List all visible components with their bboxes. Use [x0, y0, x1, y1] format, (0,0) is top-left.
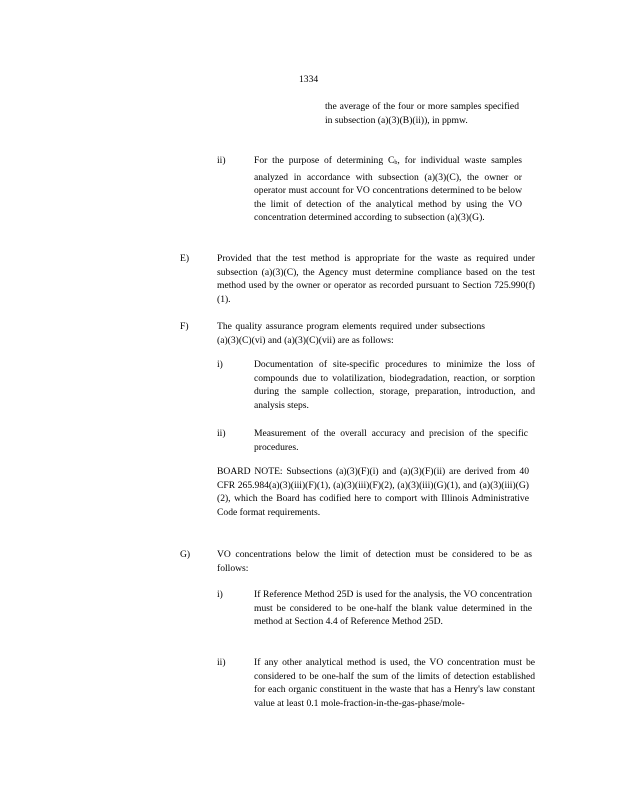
- item-label-e: E): [180, 253, 190, 264]
- item-g-ii-paragraph: [254, 656, 535, 710]
- continuation-text: the average of the four or more samples specified in subsection (a)(3)(B)(ii)), in ppmw.: [325, 101, 519, 126]
- item-label-f-ii: ii): [217, 428, 226, 439]
- item-ii-text-b: , for individual waste samples analyzed in accordance with subsection (a)(3)(C), the owner or operator must account for VO concentrations determined to be below the limit of detection of the analytical method by using the VO concentration determined according to subsection (a)(3)(G).: [254, 155, 522, 224]
- item-ii-text: [254, 154, 522, 225]
- item-label: ii): [217, 155, 226, 166]
- item-g-i-paragraph: [254, 588, 532, 629]
- item-label-g-i: i): [217, 589, 223, 600]
- board-note: [217, 465, 529, 519]
- item-label-f: F): [180, 321, 189, 332]
- item-e-paragraph: [217, 252, 535, 306]
- item-f-text: The quality assurance program elements required under subsections (a)(3)(C)(vi) and (a)(3)(C)(vii) are as follows:: [217, 321, 485, 346]
- item-ii-text-a: For the purpose of determining C: [254, 155, 395, 166]
- item-f-i-text: Documentation of site-specific procedures to minimize the loss of compounds due to volatilization, biodegradation, reaction, or sorption during the sample collection, storage, preparation, introduction, and analysis steps.: [254, 359, 535, 411]
- item-ii-paragraph: [254, 154, 522, 225]
- item-label-g-ii: ii): [217, 657, 226, 668]
- item-label-g: G): [180, 549, 191, 560]
- item-f-ii-paragraph: [254, 427, 528, 454]
- item-f-ii-text: Measurement of the overall accuracy and precision of the specific procedures.: [254, 428, 528, 453]
- item-g-paragraph: [217, 548, 532, 575]
- item-g-text: VO concentrations below the limit of detection must be considered to be as follows:: [217, 549, 532, 574]
- item-e-text: Provided that the test method is appropriate for the waste as required under subsection (a)(3)(C), the Agency must determine compliance based on the test method used by the owner or operator as recorded pursuant to Section 725.990(f)(1).: [217, 253, 535, 305]
- continuation-paragraph: [325, 100, 519, 127]
- item-f-paragraph: [217, 320, 485, 347]
- subscript-b: b: [394, 160, 398, 166]
- item-label-f-i: i): [217, 359, 223, 370]
- board-note-text: BOARD NOTE: Subsections (a)(3)(F)(i) and (a)(3)(F)(ii) are derived from 40 CFR 265.984(a)(3)(iii)(F)(1), (a)(3)(iii)(F)(2), (a)(3)(iii)(G)(1), and (a)(3)(iii)(G)(2), which the Board has codified here to comport with Illinois Administrative Code format requirements.: [217, 466, 529, 518]
- page-number: 1334: [299, 74, 319, 85]
- item-g-ii-text: If any other analytical method is used, the VO concentration must be considered to be one-half the sum of the limits of detection established for each organic constituent in the waste that has a Henry's law constant value at least 0.1 mole-fraction-in-the-gas-phase/mole-: [254, 657, 535, 709]
- item-f-i-paragraph: [254, 358, 535, 412]
- item-g-i-text: If Reference Method 25D is used for the analysis, the VO concentration must be considered to be one-half the blank value determined in the method at Section 4.4 of Reference Method 25D.: [254, 589, 532, 628]
